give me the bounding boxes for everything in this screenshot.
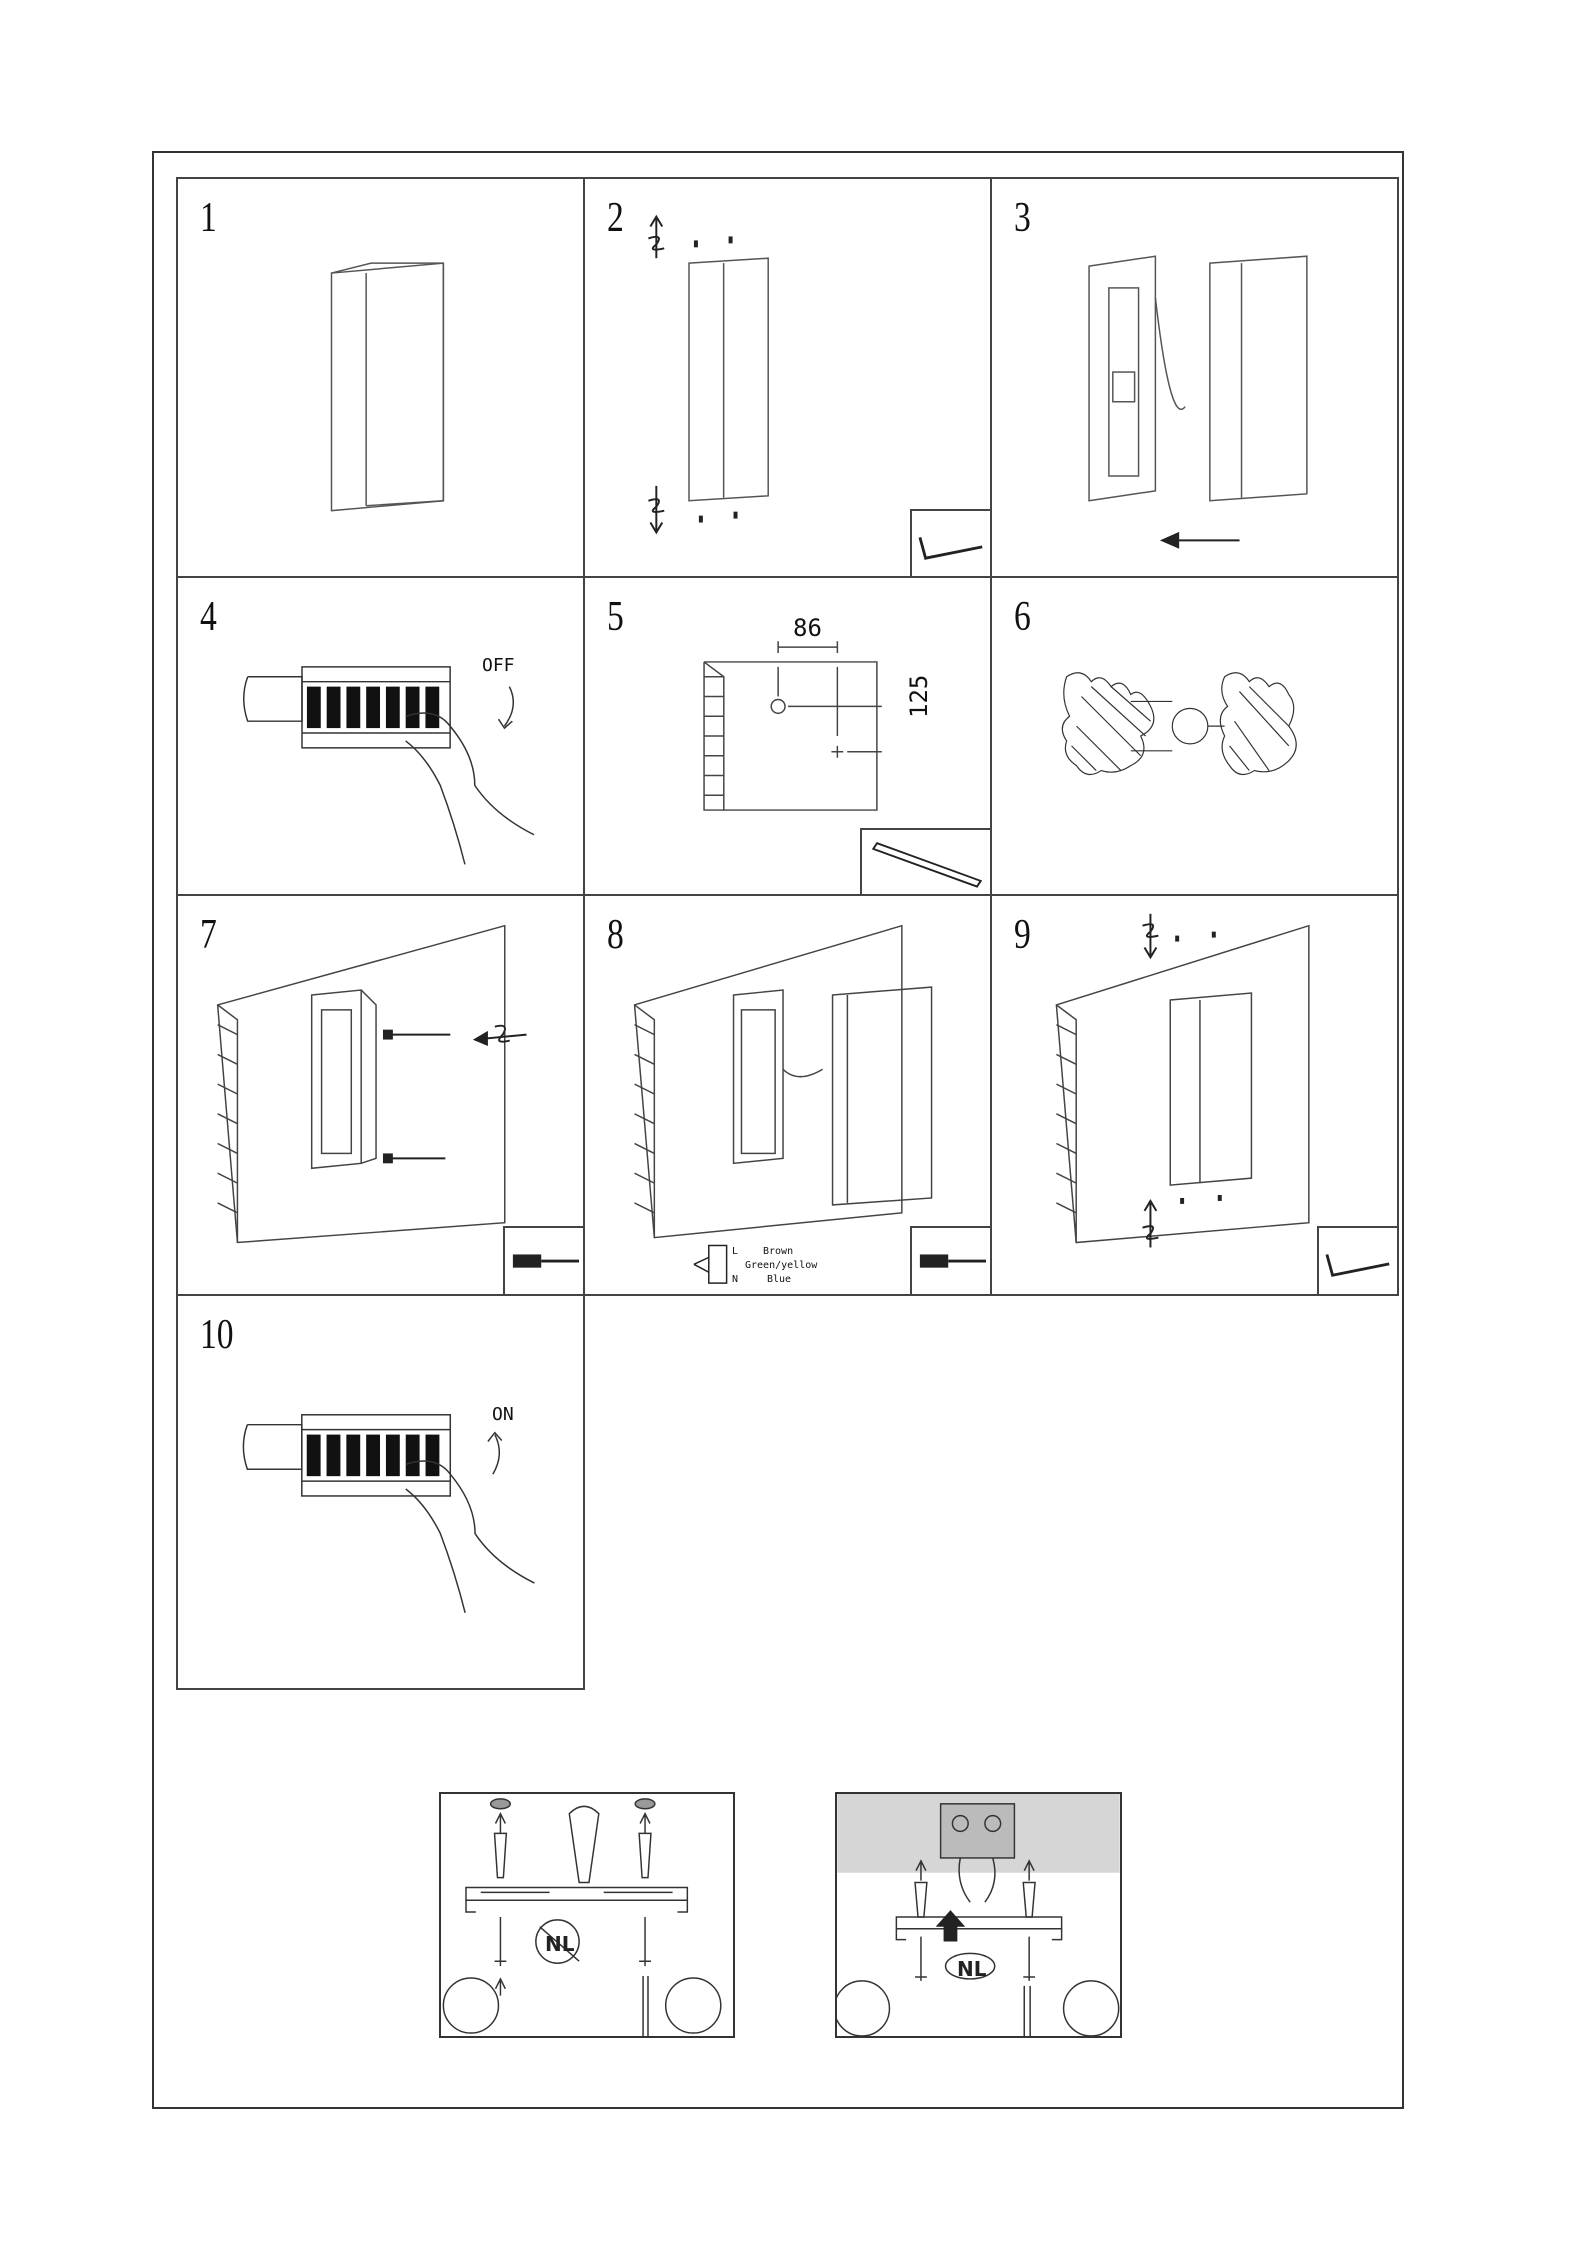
step-3-panel: [990, 177, 1399, 578]
ceiling-junction-box-illustration: [837, 1794, 1120, 2036]
step-number: 8: [607, 912, 624, 958]
wire-l-label: L: [732, 1246, 739, 1257]
nl-badge-crossed: NL: [545, 1932, 575, 1956]
vertical-dimension: 125: [905, 674, 933, 718]
step-number: 7: [200, 912, 217, 958]
lamp-front-illustration: [178, 179, 583, 576]
step-10-panel: [176, 1294, 585, 1690]
drill-plug-illustration: [992, 578, 1397, 894]
bottom-figure-right: [835, 1792, 1122, 2038]
wire-n-label: N: [732, 1274, 739, 1285]
switch-state-label: OFF: [482, 655, 515, 676]
step-7-panel: [176, 894, 585, 1296]
allen-key-tool-box: [910, 509, 992, 578]
wire-n-color: Blue: [767, 1274, 792, 1285]
bracket-wall-plug-illustration: [441, 1794, 733, 2036]
wire-l-color: Brown: [763, 1246, 794, 1257]
screwdriver-tool-box: [503, 1226, 585, 1296]
step-8-panel: [583, 894, 992, 1296]
allen-key-icon: [1319, 1228, 1399, 1296]
pencil-tool-box: [860, 828, 992, 896]
pencil-icon: [862, 830, 992, 896]
screwdriver-icon: [505, 1228, 585, 1296]
step-number: 3: [1014, 195, 1031, 241]
step-number: 9: [1014, 912, 1031, 958]
screwdriver-icon: [912, 1228, 992, 1296]
step-number: 2: [607, 195, 624, 241]
breaker-on-illustration: [178, 1296, 583, 1688]
horizontal-dimension: 86: [793, 614, 822, 642]
step-9-panel: [990, 894, 1399, 1296]
step-5-panel: [583, 576, 992, 896]
step-1-panel: [176, 177, 585, 578]
open-lamp-illustration: [992, 179, 1397, 576]
allen-key-icon: [912, 511, 992, 578]
screwdriver-tool-box: [910, 1226, 992, 1296]
step-number: 1: [200, 195, 217, 241]
step-4-panel: [176, 576, 585, 896]
nl-badge: NL: [957, 1957, 987, 1981]
step-number: 5: [607, 594, 624, 640]
step-2-panel: [583, 177, 992, 578]
switch-state-label: ON: [492, 1404, 514, 1425]
step-number: 6: [1014, 594, 1031, 640]
step-6-panel: [990, 576, 1399, 896]
wire-pe-color: Green/yellow: [745, 1260, 818, 1271]
breaker-off-illustration: [178, 578, 583, 894]
step-number: 10: [200, 1312, 234, 1358]
allen-key-tool-box: [1317, 1226, 1399, 1296]
step-number: 4: [200, 594, 217, 640]
bottom-figure-left: [439, 1792, 735, 2038]
